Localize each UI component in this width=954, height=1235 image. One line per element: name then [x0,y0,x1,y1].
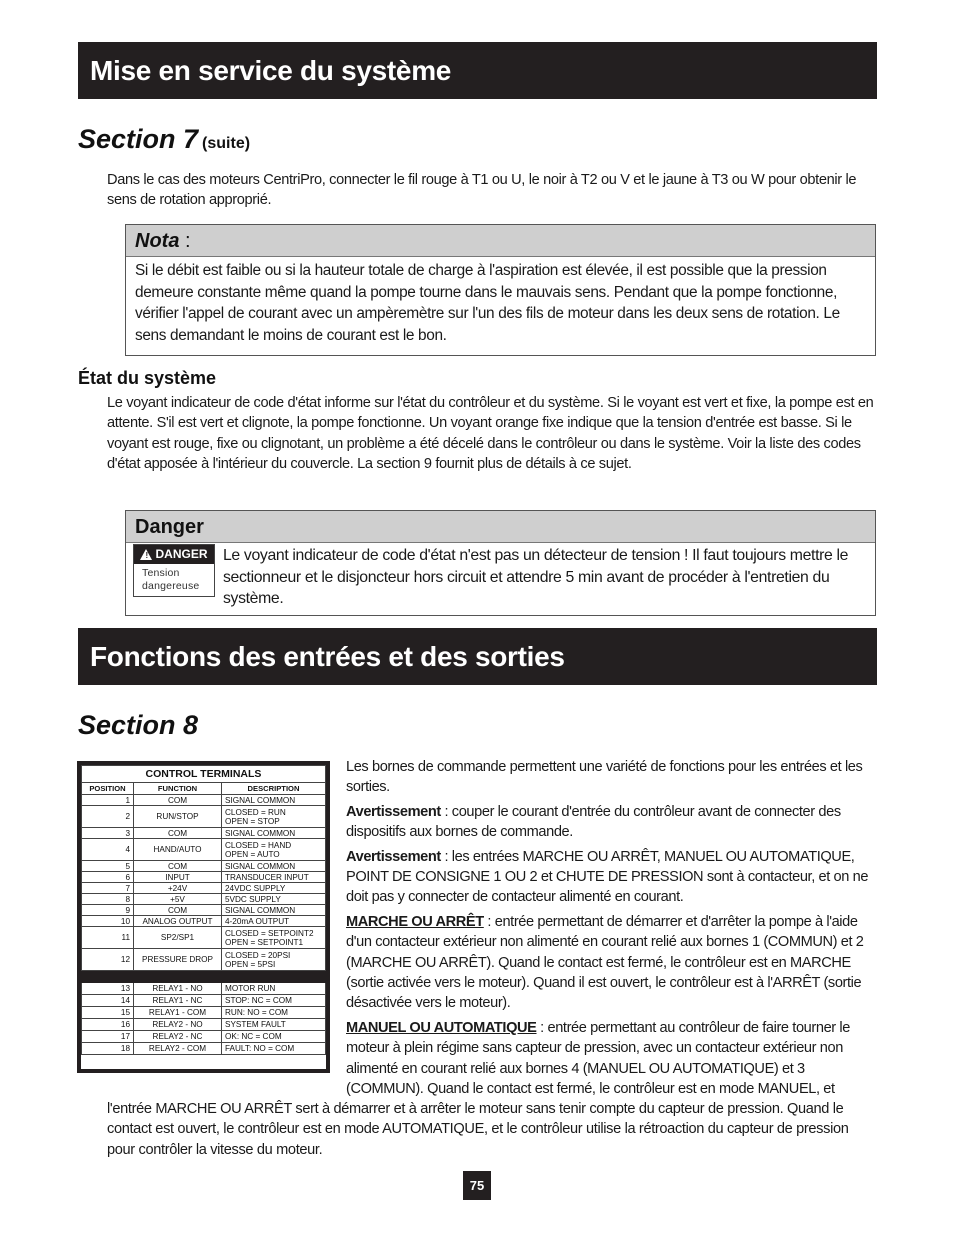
warning-triangle-icon: ! [140,549,152,560]
terminal-description-line: SIGNAL COMMON [225,828,296,838]
relay-row [82,1019,326,1031]
terminal-position: 8 [82,894,134,905]
section-7-title: Section 7 [78,124,199,154]
terminal-description-line: CLOSED = HAND [225,840,292,850]
terminal-position: 3 [82,828,134,839]
nota-box [125,224,876,356]
section-7-heading [78,124,250,155]
terminal-description-line: OPEN = 5PSI [225,959,276,969]
terminal-description: FAULT: NO = COM [222,1043,326,1055]
terminal-description-line: 4-20mA OUTPUT [225,916,290,926]
terminal-position: 7 [82,883,134,894]
terminal-row [82,883,326,894]
section-7-suite: (suite) [202,135,251,152]
page-number: 75 [463,1171,491,1200]
terminal-function: COM [134,861,222,872]
warning-1-text: : couper le courant d'entrée du contrôleur avant de connecter des dispositifs aux bornes de commande. [346,803,841,841]
terminal-function: +24V [134,883,222,894]
terminal-description-line: CLOSED = SETPOINT2 [225,928,314,938]
terminal-description-line: CLOSED = 20PSI [225,950,291,960]
danger-badge-line1: Tension [142,567,180,579]
terminal-function: COM [134,795,222,806]
terminal-row [82,795,326,806]
intro-paragraph: Dans le cas des moteurs CentriPro, connecter le fil rouge à T1 ou U, le noir à T2 ou V et le jaune à T3 ou W pour obtenir le sens de rotation approprié. [107,172,857,209]
terminal-function: RELAY2 - NC [134,1031,222,1043]
terminal-description [222,905,326,916]
terminal-function: PRESSURE DROP [134,949,222,971]
manuel-auto-continuation: l'entrée MARCHE OU ARRÊT sert à démarrer et à arrêter le moteur sans tenir compte du capteur de pression. Quand le contact est ouvert, le contrôleur est en mode AUTOMATIQUE, et le contrôleur utilise la rétroaction du capteur de pression pour contrôler la vitesse du moteur. [107,1101,849,1158]
terminal-description-line: SIGNAL COMMON [225,861,296,871]
terminal-function: +5V [134,894,222,905]
etat-paragraph: Le voyant indicateur de code d'état informe sur l'état du contrôleur et du système. Si le voyant est vert et fixe, la pompe est en attente. S'il est vert et clignote, la pompe fonctionne. Un voyant orange fixe indique que la tension d'entrée est basse. Si le voyant est rouge, fixe ou clignotant, un problème a été décelé dans le contrôleur ou dans le système. Voir la liste des codes d'état apposée à l'intérieur du couvercle. La section 9 fournit plus de détails à ce sujet. [107,395,874,473]
terminal-description [222,894,326,905]
terminal-description: OK: NC = COM [222,1031,326,1043]
terminal-row [82,828,326,839]
terminal-description [222,828,326,839]
terminal-description [222,806,326,828]
column-header: FUNCTION [134,783,222,795]
relay-row [82,983,326,995]
nota-colon: : [179,230,191,252]
terminal-row [82,916,326,927]
terminal-position: 5 [82,861,134,872]
terminal-position: 13 [82,983,134,995]
terminals-intro: Les bornes de commande permettent une variété de fonctions pour les entrées et les sorties. [346,759,863,796]
control-terminals-label [77,761,330,1073]
banner-title: Mise en service du système [90,55,452,86]
marche-arret-text: : entrée permettant de démarrer et d'arrêter la pompe à l'aide d'un contacteur extérieur non alimenté en courant relié aux bornes 1 (COMMUN) et 2 (MARCHE OU ARRÊT). Quand le contact est fermé, le contrôleur est en MARCHE (sortie activée vers le moteur). Quand il est ouvert, le contrôleur est à l'ARRÊT (sortie désactivée vers le moteur). [346,913,864,1012]
terminal-row [82,905,326,916]
terminal-function: COM [134,828,222,839]
warning-1-label: Avertissement [346,803,441,820]
terminal-description-line: SIGNAL COMMON [225,795,296,805]
warning-2-text: : les entrées MARCHE OU ARRÊT, MANUEL OU AUTOMATIQUE, POINT DE CONSIGNE 1 OU 2 et CHUTE DE PRESSION sont à contacteur, et on ne doit pas y connecter de contacteur alimenté en courant. [346,848,869,906]
marche-arret [346,912,877,1014]
terminal-position: 14 [82,995,134,1007]
section-8-text [346,757,877,1104]
column-header: POSITION [82,783,134,795]
terminal-description [222,927,326,949]
relay-row [82,1031,326,1043]
banner-title: Fonctions des entrées et des sorties [90,641,565,672]
terminal-description: SYSTEM FAULT [222,1019,326,1031]
terminal-description [222,916,326,927]
terminal-description: MOTOR RUN [222,983,326,995]
terminal-position: 1 [82,795,134,806]
terminal-position: 15 [82,1007,134,1019]
relay-row [82,995,326,1007]
danger-box [125,510,876,616]
nota-header [126,225,875,257]
warning-1 [346,802,877,843]
terminal-function: RELAY1 - NC [134,995,222,1007]
terminal-description [222,839,326,861]
terminal-description [222,872,326,883]
danger-header [126,511,875,543]
table-separator [82,971,326,983]
section-8-title: Section 8 [78,710,199,740]
terminal-description-line: CLOSED = RUN [225,807,286,817]
danger-badge-word: DANGER [155,547,208,561]
danger-badge-line2: dangereuse [142,580,200,592]
terminal-description: STOP: NC = COM [222,995,326,1007]
terminal-function: RELAY2 - COM [134,1043,222,1055]
terminal-function: SP2/SP1 [134,927,222,949]
marche-arret-label: MARCHE OU ARRÊT [346,913,484,930]
terminal-row [82,861,326,872]
terminal-row [82,806,326,828]
terminal-description-line: TRANSDUCER INPUT [225,872,309,882]
manuel-auto [346,1018,877,1100]
control-terminals-table [81,765,326,1055]
section-8-heading [78,710,198,741]
terminal-function: COM [134,905,222,916]
danger-badge [133,544,215,597]
manuel-auto-text: : entrée permettant au contrôleur de faire tourner le moteur à plein régime sans capteur de pression, avec un contacteur extérieur non alimenté en courant relié aux bornes 4 (MANUEL OU AUTOMATIQUE) et 3 (COMMUN). Quand le contact est fermé, le contrôleur est en mode MANUEL, et [346,1019,850,1098]
nota-label: Nota [135,230,180,252]
terminal-position: 9 [82,905,134,916]
terminal-position: 2 [82,806,134,828]
terminal-function: RUN/STOP [134,806,222,828]
terminal-row [82,872,326,883]
terminal-description [222,949,326,971]
terminal-description-line: 5VDC SUPPLY [225,894,281,904]
terminal-function: ANALOG OUTPUT [134,916,222,927]
terminal-position: 18 [82,1043,134,1055]
terminal-description [222,795,326,806]
terminal-position: 17 [82,1031,134,1043]
etat-heading: État du système [78,368,217,388]
terminal-description-line: SIGNAL COMMON [225,905,296,915]
terminal-description-line: 24VDC SUPPLY [225,883,286,893]
terminal-function: INPUT [134,872,222,883]
terminal-function: RELAY2 - NO [134,1019,222,1031]
nota-text: Si le débit est faible ou si la hauteur totale de charge à l'aspiration est élevée, il est possible que la pression demeure constante même quand la pompe tourne dans le mauvais sens. Pendant que la pompe fonctionne, vérifier l'appel de courant avec un ampèremètre sur l'un des fils de moteur dans les deux sens de rotation. Le sens demandant le moins de courant est le bon. [135,262,840,344]
terminal-position: 6 [82,872,134,883]
terminal-row [82,839,326,861]
terminal-function: RELAY1 - COM [134,1007,222,1019]
section-banner-mise-en-service [78,42,877,99]
warning-2 [346,847,877,908]
column-header: DESCRIPTION [222,783,326,795]
terminal-description-line: OPEN = SETPOINT1 [225,937,304,947]
danger-label: Danger [135,516,204,538]
terminal-function: HAND/AUTO [134,839,222,861]
terminal-position: 10 [82,916,134,927]
terminal-description [222,861,326,872]
terminal-row [82,927,326,949]
relay-row [82,1007,326,1019]
terminal-position: 4 [82,839,134,861]
section-banner-fonctions [78,628,877,685]
terminal-description-line: OPEN = STOP [225,816,280,826]
terminal-position: 12 [82,949,134,971]
control-terminals-title: CONTROL TERMINALS [82,766,326,783]
manuel-auto-label: MANUEL OU AUTOMATIQUE [346,1019,537,1036]
terminal-description-line: OPEN = AUTO [225,849,280,859]
terminal-row [82,894,326,905]
terminal-description [222,883,326,894]
relay-row [82,1043,326,1055]
terminal-position: 11 [82,927,134,949]
terminal-row [82,949,326,971]
terminal-position: 16 [82,1019,134,1031]
warning-2-label: Avertissement [346,848,441,865]
terminal-description: RUN: NO = COM [222,1007,326,1019]
danger-text: Le voyant indicateur de code d'état n'est pas un détecteur de tension ! Il faut toujours mettre le sectionneur et le disjoncteur hors circuit et attendre 5 min avant de procéder à l'entretien du système. [223,547,849,607]
terminal-function: RELAY1 - NO [134,983,222,995]
